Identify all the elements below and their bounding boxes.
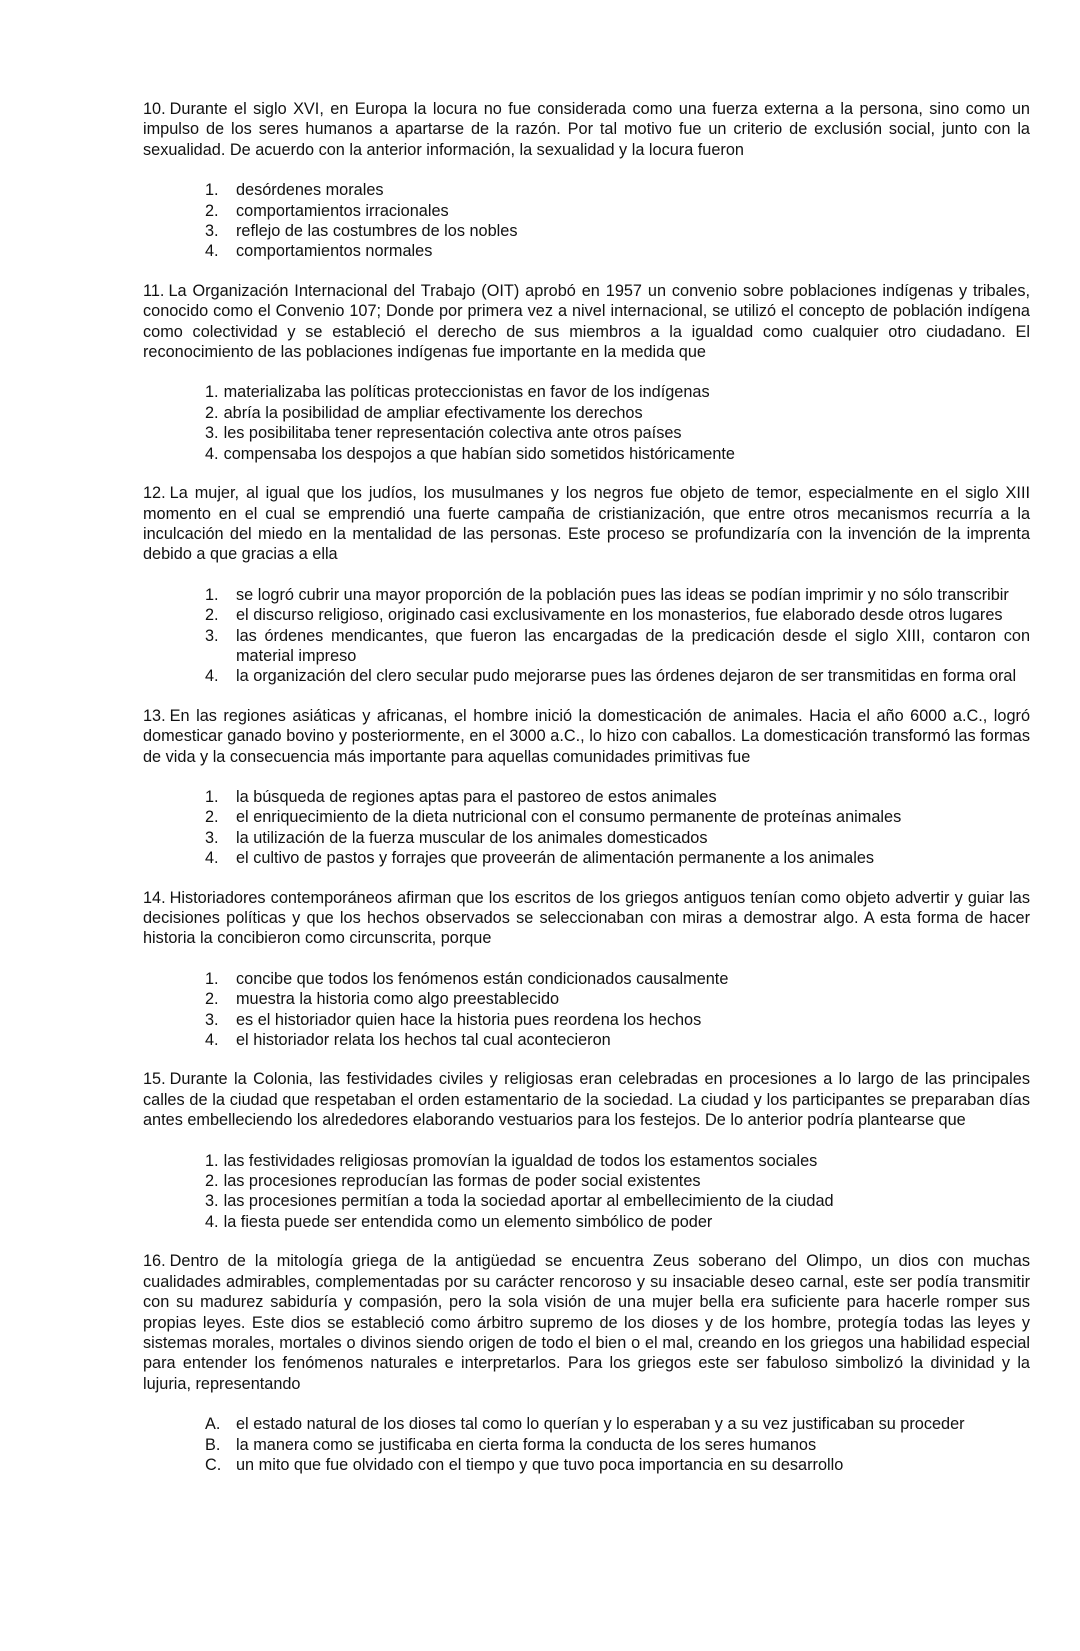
question-text: En las regiones asiáticas y africanas, el hombre inició la domesticación de animales. Hacia el año 6000 a.C., logró domesticar ganado bovino y posteriormente, en el 3000 a.C., lo hizo con caballos. La domesticación transformó las formas de vida y la consecuencia más importante para aquellas comunidades primitivas fue <box>143 706 1030 766</box>
question-number: 16. <box>143 1252 166 1271</box>
question-stem <box>143 99 1030 160</box>
option-text: la manera como se justificaba en cierta forma la conducta de los seres humanos <box>236 1435 817 1454</box>
option-text: comportamientos normales <box>236 242 433 261</box>
option-text: materializaba las políticas proteccionistas en favor de los indígenas <box>223 383 710 402</box>
question-number: 10. <box>143 100 166 118</box>
option-text: las procesiones reproducían las formas de poder social existentes <box>223 1172 701 1191</box>
option-marker: 3. <box>205 828 219 847</box>
answer-option <box>205 626 1030 667</box>
option-marker: 1. <box>205 181 219 200</box>
question-stem <box>143 483 1030 565</box>
option-text: abría la posibilidad de ampliar efectivamente los derechos <box>223 403 643 422</box>
question-10 <box>143 99 1030 262</box>
question-stem <box>143 706 1030 767</box>
option-marker: 2. <box>205 990 219 1009</box>
option-marker: 4. <box>205 444 219 463</box>
answer-option <box>205 605 1030 625</box>
answer-option <box>205 382 1030 402</box>
option-marker: C. <box>205 1455 222 1474</box>
option-marker: 3. <box>205 1010 219 1029</box>
option-text: la organización del clero secular pudo mejorarse pues las órdenes dejaron de ser transmitidas en forma oral <box>236 667 1017 686</box>
option-text: la búsqueda de regiones aptas para el pastoreo de estos animales <box>236 787 717 806</box>
option-text: la utilización de la fuerza muscular de los animales domesticados <box>236 828 708 847</box>
option-marker: 1. <box>205 969 219 988</box>
answer-options <box>143 585 1030 687</box>
option-text: las procesiones permitían a toda la sociedad aportar al embellecimiento de la ciudad <box>223 1192 834 1211</box>
question-stem <box>143 888 1030 949</box>
answer-option <box>205 787 1030 807</box>
option-text: comportamientos irracionales <box>236 201 449 220</box>
option-text: compensaba los despojos a que habían sido sometidos históricamente <box>223 444 735 463</box>
answer-option <box>205 241 1030 261</box>
question-number: 13. <box>143 706 166 725</box>
option-marker: 1. <box>205 585 219 604</box>
answer-options <box>143 382 1030 464</box>
option-marker: 3. <box>205 1192 219 1211</box>
option-text: el historiador relata los hechos tal cual acontecieron <box>236 1031 611 1050</box>
answer-option <box>205 807 1030 827</box>
option-text: reflejo de las costumbres de los nobles <box>236 222 518 241</box>
option-marker: 1. <box>205 383 219 402</box>
question-text: Dentro de la mitología griega de la antigüedad se encuentra Zeus soberano del Olimpo, un dios con muchas cualidades admirables, complementadas por su carácter rencoroso y su insaciable deseo carnal, este ser podía transmitir con su madurez sabiduría y compasión, pero la sola visión de una mujer bella era suficiente para hacerle romper sus propias leyes. Este dios se estableció como árbitro supremo de los dioses y de los hombre, protegía todas las leyes y sistemas morales, mortales o divinos siendo origen de todo el bien o el mal, creando en los griegos una habilidad especial para entender los fenómenos naturales e interpretarlos. Para los griegos este ser fabuloso simbolizó la divinidad y la lujuria, representando <box>143 1252 1030 1393</box>
answer-option <box>205 828 1030 848</box>
question-stem <box>143 281 1030 363</box>
answer-options <box>143 1151 1030 1233</box>
option-marker: 3. <box>205 222 219 241</box>
answer-option <box>205 969 1030 989</box>
answer-option <box>205 180 1030 200</box>
option-text: el enriquecimiento de la dieta nutricional con el consumo permanente de proteínas animales <box>236 808 902 827</box>
answer-option <box>205 423 1030 443</box>
answer-options <box>143 969 1030 1051</box>
answer-options <box>143 787 1030 869</box>
answer-option <box>205 1010 1030 1030</box>
question-stem <box>143 1251 1030 1394</box>
option-text: se logró cubrir una mayor proporción de la población pues las ideas se podían imprimir y no sólo transcribir <box>236 585 1009 604</box>
option-marker: 2. <box>205 808 219 827</box>
answer-option <box>205 1414 1030 1434</box>
answer-option <box>205 1435 1030 1455</box>
option-text: el estado natural de los dioses tal como lo querían y lo esperaban y a su vez justificaban su proceder <box>236 1415 965 1434</box>
answer-option <box>205 1212 1030 1232</box>
option-marker: 4. <box>205 1212 219 1231</box>
question-number: 12. <box>143 484 166 503</box>
option-marker: 2. <box>205 403 219 422</box>
question-11 <box>143 281 1030 464</box>
option-text: es el historiador quien hace la historia pues reordena los hechos <box>236 1010 702 1029</box>
option-text: el cultivo de pastos y forrajes que proveerán de alimentación permanente a los animales <box>236 849 875 868</box>
answer-option <box>205 585 1030 605</box>
question-text: Durante la Colonia, las festividades civiles y religiosas eran celebradas en procesiones a lo largo de las principales calles de la ciudad que respetaban el orden estamentario de la sociedad. La ciudad y los participantes se preparaban días antes embelleciendo los alrededores elaborando vestuarios para los festejos. De lo anterior podría plantearse que <box>143 1070 1030 1130</box>
option-text: un mito que fue olvidado con el tiempo y que tuvo poca importancia en su desarrollo <box>236 1455 844 1474</box>
question-stem <box>143 1069 1030 1130</box>
answer-options <box>143 180 1030 262</box>
option-marker: 1. <box>205 1151 219 1170</box>
option-text: las órdenes mendicantes, que fueron las encargadas de la predicación desde el siglo XIII, contaron con material impreso <box>236 626 1030 665</box>
answer-option <box>205 403 1030 423</box>
option-marker: 1. <box>205 787 219 806</box>
question-12 <box>143 483 1030 687</box>
option-marker: 2. <box>205 1172 219 1191</box>
option-text: concibe que todos los fenómenos están condicionados causalmente <box>236 969 729 988</box>
answer-option <box>205 221 1030 241</box>
option-marker: 2. <box>205 201 219 220</box>
answer-option <box>205 848 1030 868</box>
question-text: La Organización Internacional del Trabajo (OIT) aprobó en 1957 un convenio sobre poblaciones indígenas y tribales, conocido como el Convenio 107; Donde por primera vez a nivel internacional, se utilizó el concepto de población indígena como colectividad y se estableció el derecho de sus miembros a la igualdad como cualquier otro ciudadano. El reconocimiento de las poblaciones indígenas fue importante en la medida que <box>143 281 1030 362</box>
option-marker: B. <box>205 1435 221 1454</box>
option-marker: A. <box>205 1415 221 1434</box>
answer-option <box>205 989 1030 1009</box>
option-marker: 3. <box>205 424 219 443</box>
option-marker: 4. <box>205 667 219 686</box>
option-text: la fiesta puede ser entendida como un elemento simbólico de poder <box>223 1212 713 1231</box>
question-number: 11. <box>143 281 165 300</box>
question-13 <box>143 706 1030 869</box>
answer-option <box>205 444 1030 464</box>
answer-option <box>205 1191 1030 1211</box>
answer-options <box>143 1414 1030 1475</box>
question-number: 15. <box>143 1070 166 1089</box>
question-text: Durante el siglo XVI, en Europa la locura no fue considerada como una fuerza externa a la persona, sino como un impulso de los seres humanos a apartarse de la razón. Por tal motivo fue un criterio de exclusión social, junto con la sexualidad. De acuerdo con la anterior información, la sexualidad y la locura fueron <box>143 100 1030 159</box>
option-text: el discurso religioso, originado casi exclusivamente en los monasterios, fue elaborado desde otros lugares <box>236 606 1003 625</box>
option-marker: 3. <box>205 626 219 645</box>
question-number: 14. <box>143 888 166 907</box>
option-marker: 4. <box>205 1031 219 1050</box>
answer-option <box>205 1171 1030 1191</box>
answer-option <box>205 1030 1030 1050</box>
question-15 <box>143 1069 1030 1232</box>
option-text: desórdenes morales <box>236 181 384 200</box>
option-text: las festividades religiosas promovían la igualdad de todos los estamentos sociales <box>223 1151 818 1170</box>
option-marker: 2. <box>205 606 219 625</box>
option-text: muestra la historia como algo preestablecido <box>236 990 560 1009</box>
answer-option <box>205 666 1030 686</box>
question-16 <box>143 1251 1030 1475</box>
answer-option <box>205 1455 1030 1475</box>
answer-option <box>205 201 1030 221</box>
option-text: les posibilitaba tener representación colectiva ante otros países <box>223 424 682 443</box>
answer-option <box>205 1151 1030 1171</box>
question-text: La mujer, al igual que los judíos, los musulmanes y los negros fue objeto de temor, especialmente en el siglo XIII momento en el cual se emprendió una fuerte campaña de cristianización, que entre otros mecanismos recurría a la inculcación del miedo en la mentalidad de las personas. Este proceso se profundizaría con la invención de la imprenta debido a que gracias a ella <box>143 484 1030 564</box>
question-14 <box>143 888 1030 1051</box>
option-marker: 4. <box>205 849 219 868</box>
question-text: Historiadores contemporáneos afirman que los escritos de los griegos antiguos tenían como objeto advertir y guiar las decisiones políticas y que los hechos observados se seleccionaban con miras a demostrar algo. A esta forma de hacer historia la concibieron como circunscrita, porque <box>143 888 1030 948</box>
option-marker: 4. <box>205 242 219 261</box>
